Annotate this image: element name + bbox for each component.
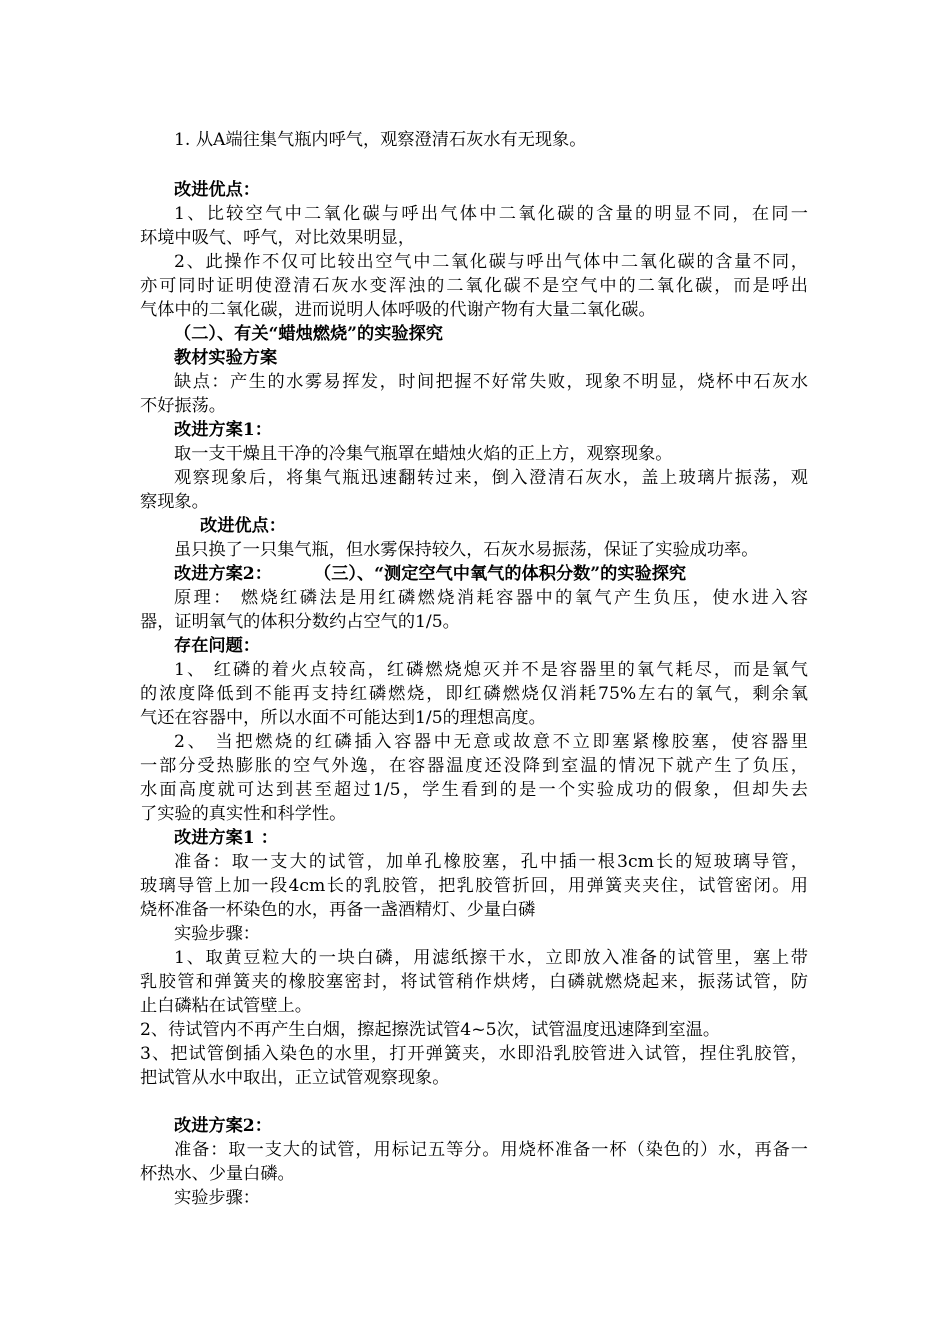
heading-plan-1: 改进方案1 ： (174, 828, 278, 848)
paragraph-line: 察现象。 (140, 492, 209, 512)
paragraph-line: 2、待试管内不再产生白烟，擦起擦洗试管4~5次，试管温度迅速降到室温。 (140, 1020, 721, 1040)
paragraph-line: 玻璃导管上加一段4cm长的乳胶管，把乳胶管折回，用弹簧夹夹住，试管密闭。用 (140, 876, 808, 896)
paragraph-line: 乳胶管和弹簧夹的橡胶塞密封，将试管稍作烘烤，白磷就燃烧起来，振荡试管，防 (140, 972, 808, 992)
heading-plan-2: 改进方案2： (174, 1116, 272, 1136)
heading-advantage: 改进优点： (200, 516, 286, 536)
paragraph-line: 观察现象后，将集气瓶迅速翻转过来，倒入澄清石灰水，盖上玻璃片振荡，观 (174, 468, 808, 488)
paragraph-line: 了实验的真实性和科学性。 (140, 804, 347, 824)
steps-label: 实验步骤： (174, 924, 260, 944)
paragraph-line: 亦可同时证明使澄清石灰水变浑浊的二氧化碳不是空气中的二氧化碳，而是呼出 (140, 276, 808, 296)
paragraph-line: 1、 红磷的着火点较高，红磷燃烧熄灭并不是容器里的氧气耗尽，而是氧气 (174, 660, 808, 680)
paragraph-line: 把试管从水中取出，正立试管观察现象。 (140, 1068, 450, 1088)
step-1: 1. 从A端往集气瓶内呼气，观察澄清石灰水有无现象。 (174, 130, 587, 150)
heading-textbook-plan: 教材实验方案 (174, 348, 278, 368)
paragraph-line: 1、取黄豆粒大的一块白磷，用滤纸擦干水，立即放入准备的试管里，塞上带 (174, 948, 808, 968)
heading-advantage: 改进优点： (174, 180, 260, 200)
paragraph-line: 烧杯准备一杯染色的水，再备一盏酒精灯、少量白磷 (140, 900, 536, 920)
heading-plan-1: 改进方案1： (174, 420, 272, 440)
heading-plan-2: 改进方案2： (174, 564, 272, 584)
paragraph-line: 1、比较空气中二氧化碳与呼出气体中二氧化碳的含量的明显不同，在同一 (174, 204, 808, 224)
paragraph-line: 不好振荡。 (140, 396, 226, 416)
paragraph-line: 2、 当把燃烧的红磷插入容器中无意或故意不立即塞紧橡胶塞，使容器里 (174, 732, 808, 752)
paragraph-line: 缺点：产生的水雾易挥发，时间把握不好常失败，现象不明显，烧杯中石灰水 (174, 372, 808, 392)
paragraph-line: 气体中的二氧化碳，进而说明人体呼吸的代谢产物有大量二氧化碳。 (140, 300, 656, 320)
heading-problems: 存在问题： (174, 636, 260, 656)
paragraph-line: 水面高度就可达到甚至超过1/5，学生看到的是一个实验成功的假象，但却失去 (140, 780, 808, 800)
paragraph-line: 杯热水、少量白磷。 (140, 1164, 295, 1184)
paragraph-line: 2、此操作不仅可比较出空气中二氧化碳与呼出气体中二氧化碳的含量不同， (174, 252, 808, 272)
paragraph-line: 环境中吸气、呼气，对比效果明显， (140, 228, 416, 248)
steps-label: 实验步骤： (174, 1188, 260, 1208)
paragraph-line: 3、把试管倒插入染色的水里，打开弹簧夹，水即沿乳胶管进入试管，捏住乳胶管， (140, 1044, 808, 1064)
paragraph-line: 准备：取一支大的试管，用标记五等分。用烧杯准备一杯（染色的）水，再备一 (174, 1140, 808, 1160)
section-heading-2: （二）、有关“蜡烛燃烧”的实验探究 (174, 324, 443, 344)
paragraph-line: 气还在容器中，所以水面不可能达到1/5的理想高度。 (140, 708, 546, 728)
section-heading-3: （三）、“测定空气中氧气的体积分数”的实验探究 (314, 564, 687, 584)
paragraph-line: 虽只换了一只集气瓶，但水雾保持较久，石灰水易振荡，保证了实验成功率。 (174, 540, 759, 560)
paragraph-line: 的浓度降低到不能再支持红磷燃烧，即红磷燃烧仅消耗75%左右的氧气，剩余氧 (140, 684, 808, 704)
paragraph-line: 止白磷粘在试管壁上。 (140, 996, 312, 1016)
paragraph-line: 准备：取一支大的试管，加单孔橡胶塞，孔中插一根3cm长的短玻璃导管， (174, 852, 808, 872)
paragraph-line: 原理： 燃烧红磷法是用红磷燃烧消耗容器中的氧气产生负压，使水进入容 (174, 588, 808, 608)
paragraph-line: 取一支干燥且干净的冷集气瓶罩在蜡烛火焰的正上方，观察现象。 (174, 444, 673, 464)
paragraph-line: 器，证明氧气的体积分数约占空气的1/5。 (140, 612, 460, 632)
paragraph-line: 一部分受热膨胀的空气外逸，在容器温度还没降到室温的情况下就产生了负压， (140, 756, 808, 776)
